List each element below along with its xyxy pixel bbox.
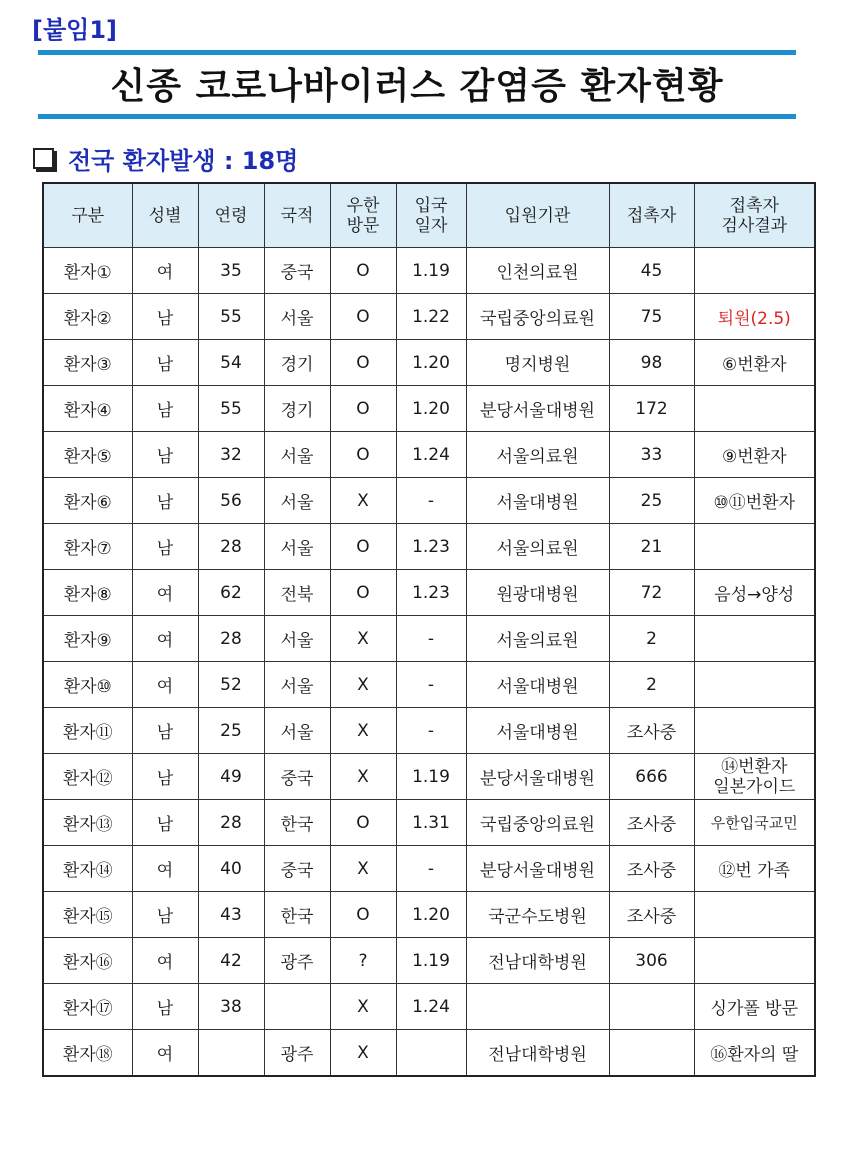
cell-age: 54 (198, 340, 264, 386)
cell-nationality: 광주 (264, 1030, 330, 1077)
header-hospital (466, 183, 609, 248)
cell-wuhan-visit: X (330, 846, 396, 892)
header-nationality (264, 183, 330, 248)
cell-sex: 여 (132, 1030, 198, 1077)
cell-contacts: 2 (609, 616, 694, 662)
cell-wuhan-visit: ? (330, 938, 396, 984)
cell-patient-id: 환자⑫ (43, 754, 132, 800)
cell-sex: 여 (132, 616, 198, 662)
cell-nationality: 중국 (264, 846, 330, 892)
cell-contacts: 2 (609, 662, 694, 708)
table-row (43, 846, 815, 892)
table-row (43, 432, 815, 478)
table-row (43, 984, 815, 1030)
cell-age: 52 (198, 662, 264, 708)
cell-wuhan-visit: O (330, 892, 396, 938)
cell-hospital: 서울의료원 (466, 432, 609, 478)
cell-contacts: 666 (609, 754, 694, 800)
cell-entry-date: 1.24 (396, 984, 466, 1030)
cell-nationality: 서울 (264, 708, 330, 754)
cell-sex: 남 (132, 800, 198, 846)
cell-wuhan-visit: O (330, 386, 396, 432)
cell-hospital: 인천의료원 (466, 248, 609, 294)
header-wuhan-visit-line2: 방문 (346, 215, 380, 236)
cell-patient-id: 환자⑰ (43, 984, 132, 1030)
cell-entry-date: 1.20 (396, 892, 466, 938)
table-row (43, 662, 815, 708)
cell-entry-date: - (396, 846, 466, 892)
cell-entry-date: 1.23 (396, 570, 466, 616)
cell-entry-date: 1.22 (396, 294, 466, 340)
cell-nationality: 서울 (264, 432, 330, 478)
cell-hospital: 국군수도병원 (466, 892, 609, 938)
cell-contacts: 306 (609, 938, 694, 984)
cell-contact-test-result (694, 524, 815, 570)
cell-contact-test-result (694, 248, 815, 294)
cell-hospital: 분당서울대병원 (466, 754, 609, 800)
cell-age: 35 (198, 248, 264, 294)
cell-contact-test-result: ⑩⑪번환자 (694, 478, 815, 524)
header-contact-test-result-line2: 검사결과 (721, 215, 788, 236)
table-row (43, 708, 815, 754)
table-row (43, 938, 815, 984)
cell-age: 42 (198, 938, 264, 984)
cell-nationality: 서울 (264, 662, 330, 708)
cell-age: 28 (198, 524, 264, 570)
cell-contact-test-result (694, 662, 815, 708)
cell-contact-test-result: 음성→양성 (694, 570, 815, 616)
header-contact-test-result-line1: 접촉자 (729, 195, 779, 216)
cell-patient-id: 환자⑩ (43, 662, 132, 708)
cell-patient-id: 환자⑦ (43, 524, 132, 570)
cell-contact-test-result: ⑥번환자 (694, 340, 815, 386)
cell-entry-date: 1.20 (396, 340, 466, 386)
cell-age: 62 (198, 570, 264, 616)
cell-entry-date (396, 1030, 466, 1077)
cell-contact-test-result: 퇴원(2.5) (694, 294, 815, 340)
cell-entry-date: 1.19 (396, 938, 466, 984)
header-contact-test-result (694, 183, 815, 248)
table-row (43, 1030, 815, 1077)
cell-age: 28 (198, 616, 264, 662)
cell-age: 55 (198, 294, 264, 340)
cell-sex: 남 (132, 754, 198, 800)
patient-status-table (42, 182, 816, 1077)
cell-contacts: 조사중 (609, 800, 694, 846)
header-wuhan-visit-line1: 우한 (346, 195, 380, 216)
cell-entry-date: - (396, 478, 466, 524)
cell-sex: 남 (132, 478, 198, 524)
cell-entry-date: 1.20 (396, 386, 466, 432)
cell-hospital: 국립중앙의료원 (466, 294, 609, 340)
cell-wuhan-visit: O (330, 524, 396, 570)
cell-sex: 여 (132, 938, 198, 984)
cell-contacts: 조사중 (609, 846, 694, 892)
cell-sex: 여 (132, 662, 198, 708)
cell-wuhan-visit: O (330, 570, 396, 616)
table-row (43, 478, 815, 524)
header-wuhan-visit (330, 183, 396, 248)
cell-hospital: 분당서울대병원 (466, 386, 609, 432)
cell-sex: 남 (132, 432, 198, 478)
cell-patient-id: 환자⑯ (43, 938, 132, 984)
cell-nationality: 서울 (264, 478, 330, 524)
cell-age: 49 (198, 754, 264, 800)
cell-age: 43 (198, 892, 264, 938)
cell-contact-test-result (694, 892, 815, 938)
cell-age: 56 (198, 478, 264, 524)
cell-wuhan-visit: X (330, 616, 396, 662)
cell-contact-test-result (694, 754, 815, 800)
table-row (43, 616, 815, 662)
cell-entry-date: 1.19 (396, 248, 466, 294)
section-heading (33, 142, 298, 174)
cell-wuhan-visit: O (330, 432, 396, 478)
table-row (43, 800, 815, 846)
attachment-label: [붙임1] (32, 16, 118, 44)
cell-contacts: 98 (609, 340, 694, 386)
cell-entry-date: - (396, 662, 466, 708)
cell-sex: 남 (132, 294, 198, 340)
cell-entry-date: - (396, 708, 466, 754)
cell-hospital: 서울대병원 (466, 708, 609, 754)
cell-patient-id: 환자⑱ (43, 1030, 132, 1077)
table-row (43, 248, 815, 294)
cell-age (198, 1030, 264, 1077)
cell-entry-date: 1.24 (396, 432, 466, 478)
cell-sex: 남 (132, 340, 198, 386)
cell-sex: 남 (132, 524, 198, 570)
title-bottom-rule (38, 114, 796, 119)
cell-patient-id: 환자② (43, 294, 132, 340)
cell-patient-id: 환자⑨ (43, 616, 132, 662)
cell-nationality: 중국 (264, 248, 330, 294)
header-age-line1: 연령 (214, 205, 248, 226)
cell-contact-test-result: 싱가폴 방문 (694, 984, 815, 1030)
cell-patient-id: 환자⑬ (43, 800, 132, 846)
cell-nationality: 서울 (264, 616, 330, 662)
cell-wuhan-visit: X (330, 984, 396, 1030)
cell-wuhan-visit: O (330, 340, 396, 386)
cell-age: 25 (198, 708, 264, 754)
cell-hospital: 원광대병원 (466, 570, 609, 616)
cell-patient-id: 환자① (43, 248, 132, 294)
cell-contacts (609, 1030, 694, 1077)
checkbox-bullet-icon (33, 148, 54, 169)
title-top-rule (38, 50, 796, 55)
header-entry-date-line1: 입국 (414, 195, 448, 216)
table-body (43, 248, 815, 1077)
header-hospital-line1: 입원기관 (504, 205, 571, 226)
cell-hospital: 국립중앙의료원 (466, 800, 609, 846)
cell-nationality (264, 984, 330, 1030)
cell-hospital: 명지병원 (466, 340, 609, 386)
cell-wuhan-visit: X (330, 1030, 396, 1077)
cell-hospital: 서울대병원 (466, 662, 609, 708)
cell-contacts: 21 (609, 524, 694, 570)
table-row (43, 340, 815, 386)
cell-entry-date: 1.23 (396, 524, 466, 570)
cell-wuhan-visit: X (330, 478, 396, 524)
header-category-line1: 구분 (71, 205, 105, 226)
header-contacts-line1: 접촉자 (626, 205, 677, 226)
cell-hospital: 전남대학병원 (466, 1030, 609, 1077)
cell-nationality: 한국 (264, 800, 330, 846)
cell-nationality: 전북 (264, 570, 330, 616)
cell-contacts: 조사중 (609, 708, 694, 754)
header-category (43, 183, 132, 248)
cell-contact-test-result (694, 708, 815, 754)
cell-wuhan-visit: X (330, 708, 396, 754)
cell-wuhan-visit: O (330, 294, 396, 340)
cell-entry-date: 1.19 (396, 754, 466, 800)
cell-contacts: 172 (609, 386, 694, 432)
cell-contacts: 75 (609, 294, 694, 340)
cell-age: 38 (198, 984, 264, 1030)
cell-age: 40 (198, 846, 264, 892)
cell-age: 32 (198, 432, 264, 478)
cell-patient-id: 환자③ (43, 340, 132, 386)
cell-patient-id: 환자⑤ (43, 432, 132, 478)
cell-patient-id: 환자⑥ (43, 478, 132, 524)
cell-age: 55 (198, 386, 264, 432)
cell-hospital: 전남대학병원 (466, 938, 609, 984)
cell-wuhan-visit: X (330, 662, 396, 708)
header-nationality-line1: 국적 (280, 205, 314, 226)
cell-contact-test-result: ⑯환자의 딸 (694, 1030, 815, 1077)
cell-hospital: 서울의료원 (466, 616, 609, 662)
table-row (43, 570, 815, 616)
cell-nationality: 경기 (264, 340, 330, 386)
cell-patient-id: 환자④ (43, 386, 132, 432)
cell-contacts: 45 (609, 248, 694, 294)
cell-nationality: 광주 (264, 938, 330, 984)
cell-contacts: 33 (609, 432, 694, 478)
cell-patient-id: 환자⑮ (43, 892, 132, 938)
page-title: 신종 코로나바이러스 감염증 환자현황 (110, 66, 724, 107)
cell-sex: 남 (132, 892, 198, 938)
table-row (43, 386, 815, 432)
header-contacts (609, 183, 694, 248)
table-row (43, 524, 815, 570)
cell-contact-test-result: 우한입국교민 (694, 800, 815, 846)
cell-sex: 여 (132, 846, 198, 892)
result-line1: ⑭번환자 (721, 756, 788, 777)
cell-patient-id: 환자⑭ (43, 846, 132, 892)
result-line2: 일본가이드 (713, 776, 796, 797)
header-sex-line1: 성별 (148, 205, 182, 226)
cell-nationality: 한국 (264, 892, 330, 938)
cell-contacts: 25 (609, 478, 694, 524)
cell-sex: 여 (132, 248, 198, 294)
cell-entry-date: - (396, 616, 466, 662)
cell-contact-test-result (694, 386, 815, 432)
cell-nationality: 경기 (264, 386, 330, 432)
cell-patient-id: 환자⑧ (43, 570, 132, 616)
cell-hospital: 서울의료원 (466, 524, 609, 570)
cell-patient-id: 환자⑪ (43, 708, 132, 754)
cell-sex: 남 (132, 708, 198, 754)
cell-wuhan-visit: X (330, 754, 396, 800)
table-header-row (43, 183, 815, 248)
header-entry-date-line2: 일자 (414, 215, 448, 236)
cell-nationality: 중국 (264, 754, 330, 800)
cell-contact-test-result (694, 938, 815, 984)
cell-wuhan-visit: O (330, 248, 396, 294)
table-row (43, 892, 815, 938)
header-age (198, 183, 264, 248)
table-row (43, 294, 815, 340)
cell-entry-date: 1.31 (396, 800, 466, 846)
cell-contacts: 72 (609, 570, 694, 616)
header-entry-date (396, 183, 466, 248)
cell-sex: 여 (132, 570, 198, 616)
cell-hospital (466, 984, 609, 1030)
table-row (43, 754, 815, 800)
cell-nationality: 서울 (264, 294, 330, 340)
cell-sex: 남 (132, 386, 198, 432)
cell-contacts (609, 984, 694, 1030)
header-sex (132, 183, 198, 248)
cell-contact-test-result: ⑨번환자 (694, 432, 815, 478)
cell-sex: 남 (132, 984, 198, 1030)
cell-age: 28 (198, 800, 264, 846)
cell-hospital: 분당서울대병원 (466, 846, 609, 892)
cell-hospital: 서울대병원 (466, 478, 609, 524)
cell-contact-test-result (694, 616, 815, 662)
cell-contact-test-result: ⑫번 가족 (694, 846, 815, 892)
cell-wuhan-visit: O (330, 800, 396, 846)
cell-contacts: 조사중 (609, 892, 694, 938)
section-heading-text: 전국 환자발생 : 18명 (68, 146, 299, 175)
cell-nationality: 서울 (264, 524, 330, 570)
